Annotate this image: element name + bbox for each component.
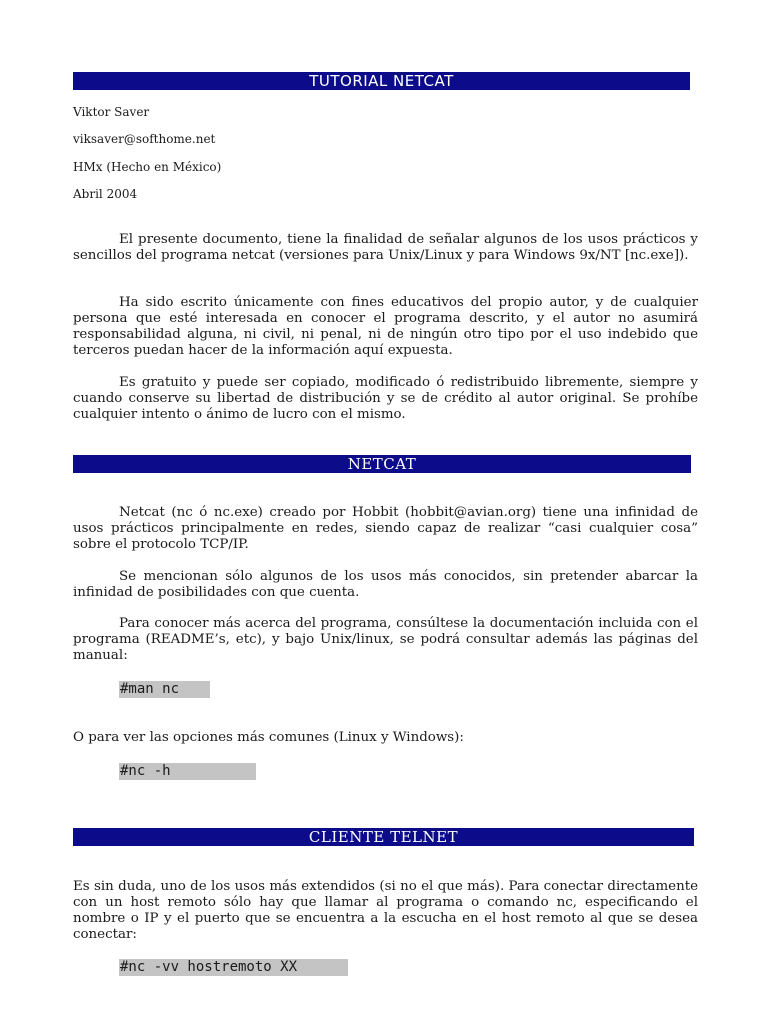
intro-paragraph-disclaimer: Ha sido escrito únicamente con fines educativos del propio autor, y de cualquier persona que esté interesada en conocer el programa descrito, y el autor no asumirá responsabilidad alguna, ni civil, ni penal, ni de ningún otro tipo por el uso indebido que terceros puedan hacer de la información aquí expuesta.	[73, 295, 698, 358]
netcat-paragraph-docs: Para conocer más acerca del programa, consúltese la documentación incluida con el programa (README’s, etc), y bajo Unix/linux, se podrá consultar además las páginas del manual:	[73, 616, 698, 663]
author-name: Viktor Saver	[73, 105, 150, 119]
netcat-paragraph-options: O para ver las opciones más comunes (Linux y Windows):	[73, 730, 464, 745]
telnet-section-title: CLIENTE TELNET	[308, 828, 459, 846]
netcat-section-bar	[73, 455, 691, 473]
command-nc-help: #nc -h	[119, 763, 256, 780]
telnet-paragraph: Es sin duda, uno de los usos más extendidos (si no el que más). Para conectar directamente con un host remoto sólo hay que llamar al programa o comando nc, especificando el nombre o IP y el puerto que se encuentra a la escucha en el host remoto al que se desea conectar:	[73, 879, 698, 942]
intro-paragraph-purpose: El presente documento, tiene la finalidad de señalar algunos de los usos prácticos y sencillos del programa netcat (versiones para Unix/Linux y para Windows 9x/NT [nc.exe]).	[73, 232, 698, 263]
origin-note: HMx (Hecho en México)	[73, 160, 222, 174]
title-bar	[73, 72, 690, 90]
telnet-section-bar	[73, 828, 694, 846]
netcat-paragraph-intro: Netcat (nc ó nc.exe) creado por Hobbit (hobbit@avian.org) tiene una infinidad de usos prácticos principalmente en redes, siendo capaz de realizar “casi cualquier cosa” sobre el protocolo TCP/IP.	[73, 505, 698, 552]
command-nc-connect: #nc -vv hostremoto XX	[119, 959, 348, 976]
command-man-nc: #man nc	[119, 681, 210, 698]
document-title: TUTORIAL NETCAT	[309, 72, 454, 90]
netcat-paragraph-uses: Se mencionan sólo algunos de los usos más conocidos, sin pretender abarcar la infinidad de posibilidades con que cuenta.	[73, 569, 698, 600]
netcat-section-title: NETCAT	[347, 455, 417, 473]
author-email: viksaver@softhome.net	[73, 132, 216, 146]
intro-paragraph-license: Es gratuito y puede ser copiado, modificado ó redistribuido libremente, siempre y cuando conserve su libertad de distribución y se de crédito al autor original. Se prohíbe cualquier intento o ánimo de lucro con el mismo.	[73, 375, 698, 422]
document-date: Abril 2004	[73, 187, 138, 201]
